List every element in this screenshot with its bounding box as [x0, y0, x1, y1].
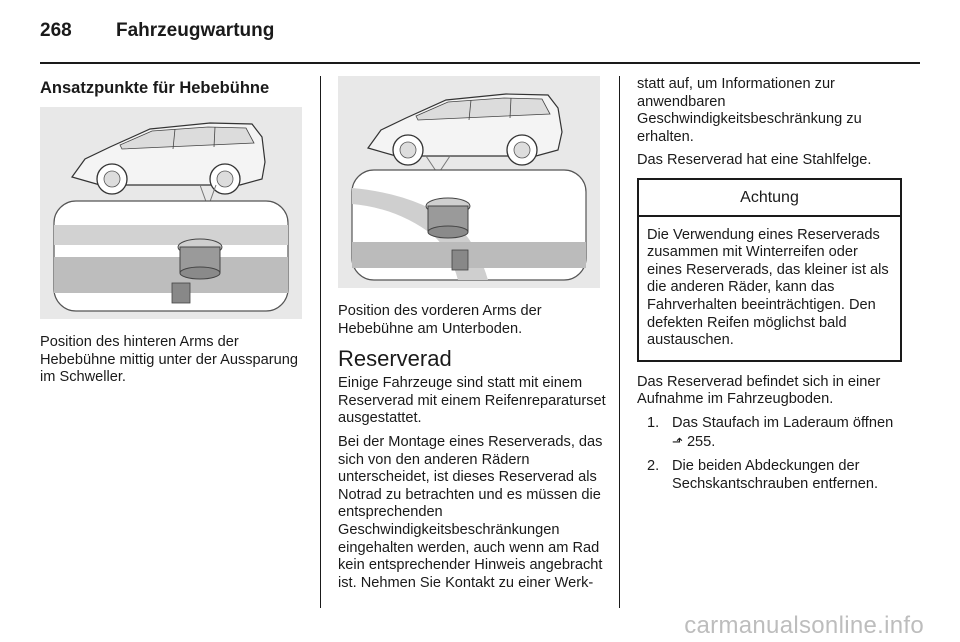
section-title: Ansatzpunkte für Hebebühne — [40, 79, 270, 97]
col3-para-2: Das Reserverad hat eine Stahlfelge. — [637, 152, 872, 169]
list-item — [647, 415, 902, 451]
rear-lift-point-illustration — [40, 107, 302, 319]
caution-text: Die Verwendung eines Reserverads zusammen mit Winterreifen oder eines Reserverads, das kleiner ist als die anderen Räder, kann das Fahrverhalten beeinträchtigen. Den defekten Reifen möglichst bald austauschen. — [647, 226, 889, 349]
arrow-ref-icon: ⬏ — [672, 433, 683, 449]
reserve-wheel-heading: Reserverad — [338, 346, 452, 372]
caution-box — [637, 178, 902, 362]
front-lift-point-illustration — [338, 76, 600, 288]
reserve-para-1: Einige Fahrzeuge sind statt mit einem Reserverad mit einem Reifenreparaturset ausgestattet. — [338, 375, 606, 427]
step-page-ref[interactable]: 255. — [686, 433, 716, 450]
page-header — [40, 16, 920, 56]
header-rule — [40, 62, 920, 64]
watermark: carmanualsonline.info — [684, 612, 924, 639]
reserve-para-2: Bei der Montage eines Reserverads, das sich von den anderen Rädern unterscheidet, ist dieses Reserverad als Notrad zu betrachten und es müssen die entsprechenden Geschwindigkeitsbeschränkungen eingehalten werden, auch wenn am Rad kein entsprechender Hinweis angebracht ist. Nehmen Sie Kontakt zu einer Werk- — [338, 433, 603, 591]
rear-lift-caption: Position des hinteren Arms der Hebebühne mittig unter der Aussparung im Schweller. — [40, 334, 298, 386]
col3-para-1: statt auf, um Informationen zur anwendbaren Geschwindigkeitsbeschränkung zu erhalten. — [637, 76, 862, 145]
column-1-caption-box — [40, 334, 310, 393]
column-3 — [637, 76, 902, 500]
column-divider-1 — [320, 76, 321, 608]
caution-title: Achtung — [639, 180, 900, 217]
page-number: 268 — [40, 20, 72, 41]
list-item — [647, 458, 902, 493]
col3-para-3: Das Reserverad befindet sich in einer Aufnahme im Fahrzeugboden. — [637, 373, 881, 408]
step-number: 1. — [647, 414, 660, 431]
steps-list — [637, 415, 902, 493]
step-number: 2. — [647, 458, 660, 475]
step-text: Die beiden Abdeckungen der Sechskantschrauben entfernen. — [672, 458, 879, 492]
column-2 — [338, 303, 606, 598]
chapter-title: Fahrzeugwartung — [116, 20, 275, 41]
front-lift-caption: Position des vorderen Arms der Hebebühne am Unterboden. — [338, 303, 542, 337]
column-divider-2 — [619, 76, 620, 608]
column-1 — [40, 80, 306, 98]
step-text: Das Staufach im Laderaum öffnen — [672, 414, 894, 431]
